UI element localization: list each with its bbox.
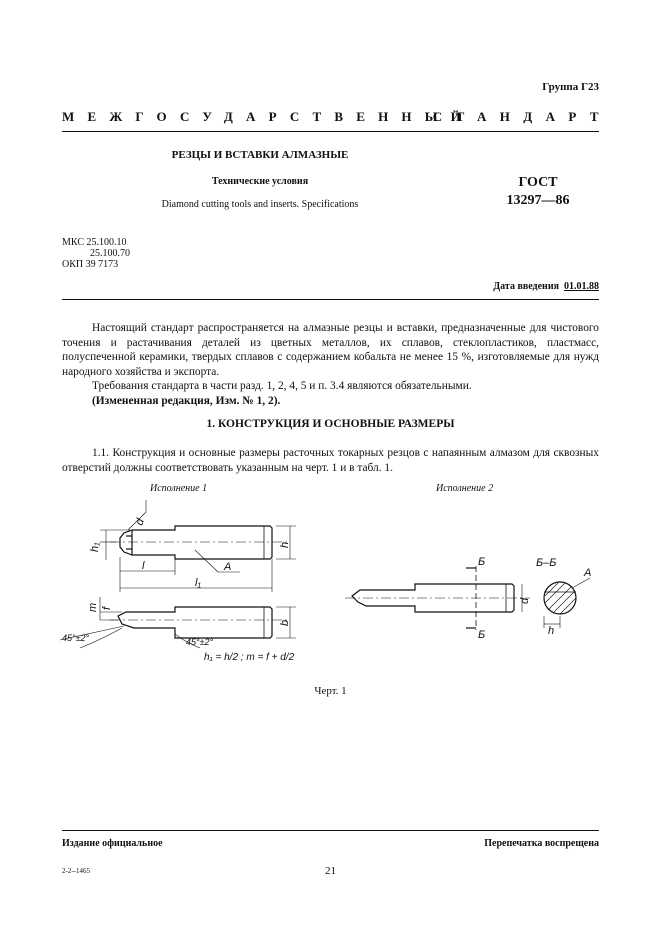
label-angle-2: 45°±2° [186, 637, 214, 647]
label-m: m [87, 602, 99, 612]
label-a2: A [584, 567, 592, 579]
paragraph-1-1: 1.1. Конструкция и основные размеры расточных токарных резцов с напаянным алмазом для сквозных отверстий должны соответствовать указанным на черт. 1 и в табл. 1. [62, 447, 599, 474]
mks-code: МКС 25.100.10 [62, 237, 127, 248]
banner-right: СТАНДАРТ [432, 109, 612, 124]
paragraph-requirements: Требования стандарта в части разд. 1, 2, 4, 5 и п. 3.4 являются обязательными. [92, 380, 472, 392]
label-a: A [224, 561, 232, 573]
label-d: d [133, 517, 147, 528]
page-number: 21 [325, 865, 336, 877]
label-h1: h₁ [89, 542, 101, 552]
label-angle-1: 45°±2° [62, 633, 90, 643]
mks-code-2: 25.100.70 [90, 248, 130, 259]
intro-date-value: 01.01.88 [564, 281, 599, 292]
doc-title: РЕЗЦЫ И ВСТАВКИ АЛМАЗНЫЕ [171, 149, 349, 161]
label-h2: h [548, 625, 555, 637]
tool1-front-body [118, 607, 272, 638]
dim-a-leader [195, 550, 218, 572]
section-heading: 1. КОНСТРУКЦИЯ И ОСНОВНЫЕ РАЗМЕРЫ [206, 418, 455, 430]
variant-2-label: Исполнение 2 [436, 483, 494, 494]
section-a-leader [572, 578, 590, 588]
okp-code: ОКП 39 7173 [62, 259, 119, 270]
footer-edition: Издание официальное [62, 838, 163, 849]
label-formula: h₁ = h/2 ; m = f + d/2 [204, 652, 295, 663]
figure-caption: Черт. 1 [314, 685, 347, 697]
label-l1: l₁ [195, 577, 201, 589]
paragraph-amendment: (Измененная редакция, Изм. № 1, 2). [92, 395, 281, 407]
banner-left: МЕЖГОСУДАРСТВЕННЫЙ [62, 109, 474, 124]
tool1-top-body [132, 526, 272, 559]
label-f: f [101, 606, 113, 610]
group-label: Группа Г23 [542, 81, 599, 93]
label-h: h [279, 541, 291, 548]
label-section-top: Б [478, 556, 486, 568]
label-l: l [142, 560, 145, 572]
gost-number: 13297—86 [506, 193, 570, 208]
label-section-title: Б–Б [536, 557, 557, 569]
label-d2: d [519, 597, 531, 604]
intro-date-label: Дата введения [493, 281, 559, 292]
print-code: 2-2--1465 [62, 867, 90, 875]
label-section-bottom: Б [478, 629, 486, 641]
footer-reprint: Перепечатка воспрещена [484, 838, 599, 849]
doc-subtitle: Технические условия [211, 176, 309, 187]
tool1-top-head [120, 530, 132, 555]
doc-title-english: Diamond cutting tools and inserts. Specifications [161, 199, 359, 210]
label-b: b [279, 619, 291, 626]
gost-label: ГОСТ [518, 175, 558, 190]
variant-1-label: Исполнение 1 [150, 483, 208, 494]
paragraph-scope: Настоящий стандарт распространяется на алмазные резцы и вставки, предназначенные для чистового точения и растачивания деталей из цветных металлов, их сплавов, стеклопластиков, пластмасс, полуспеченной керамики, твердых сплавов с содержанием кобальта не менее 15 %, изготовляемые для нужд народного хозяйства и экспорта. [62, 322, 599, 378]
footer-rule [62, 830, 599, 831]
